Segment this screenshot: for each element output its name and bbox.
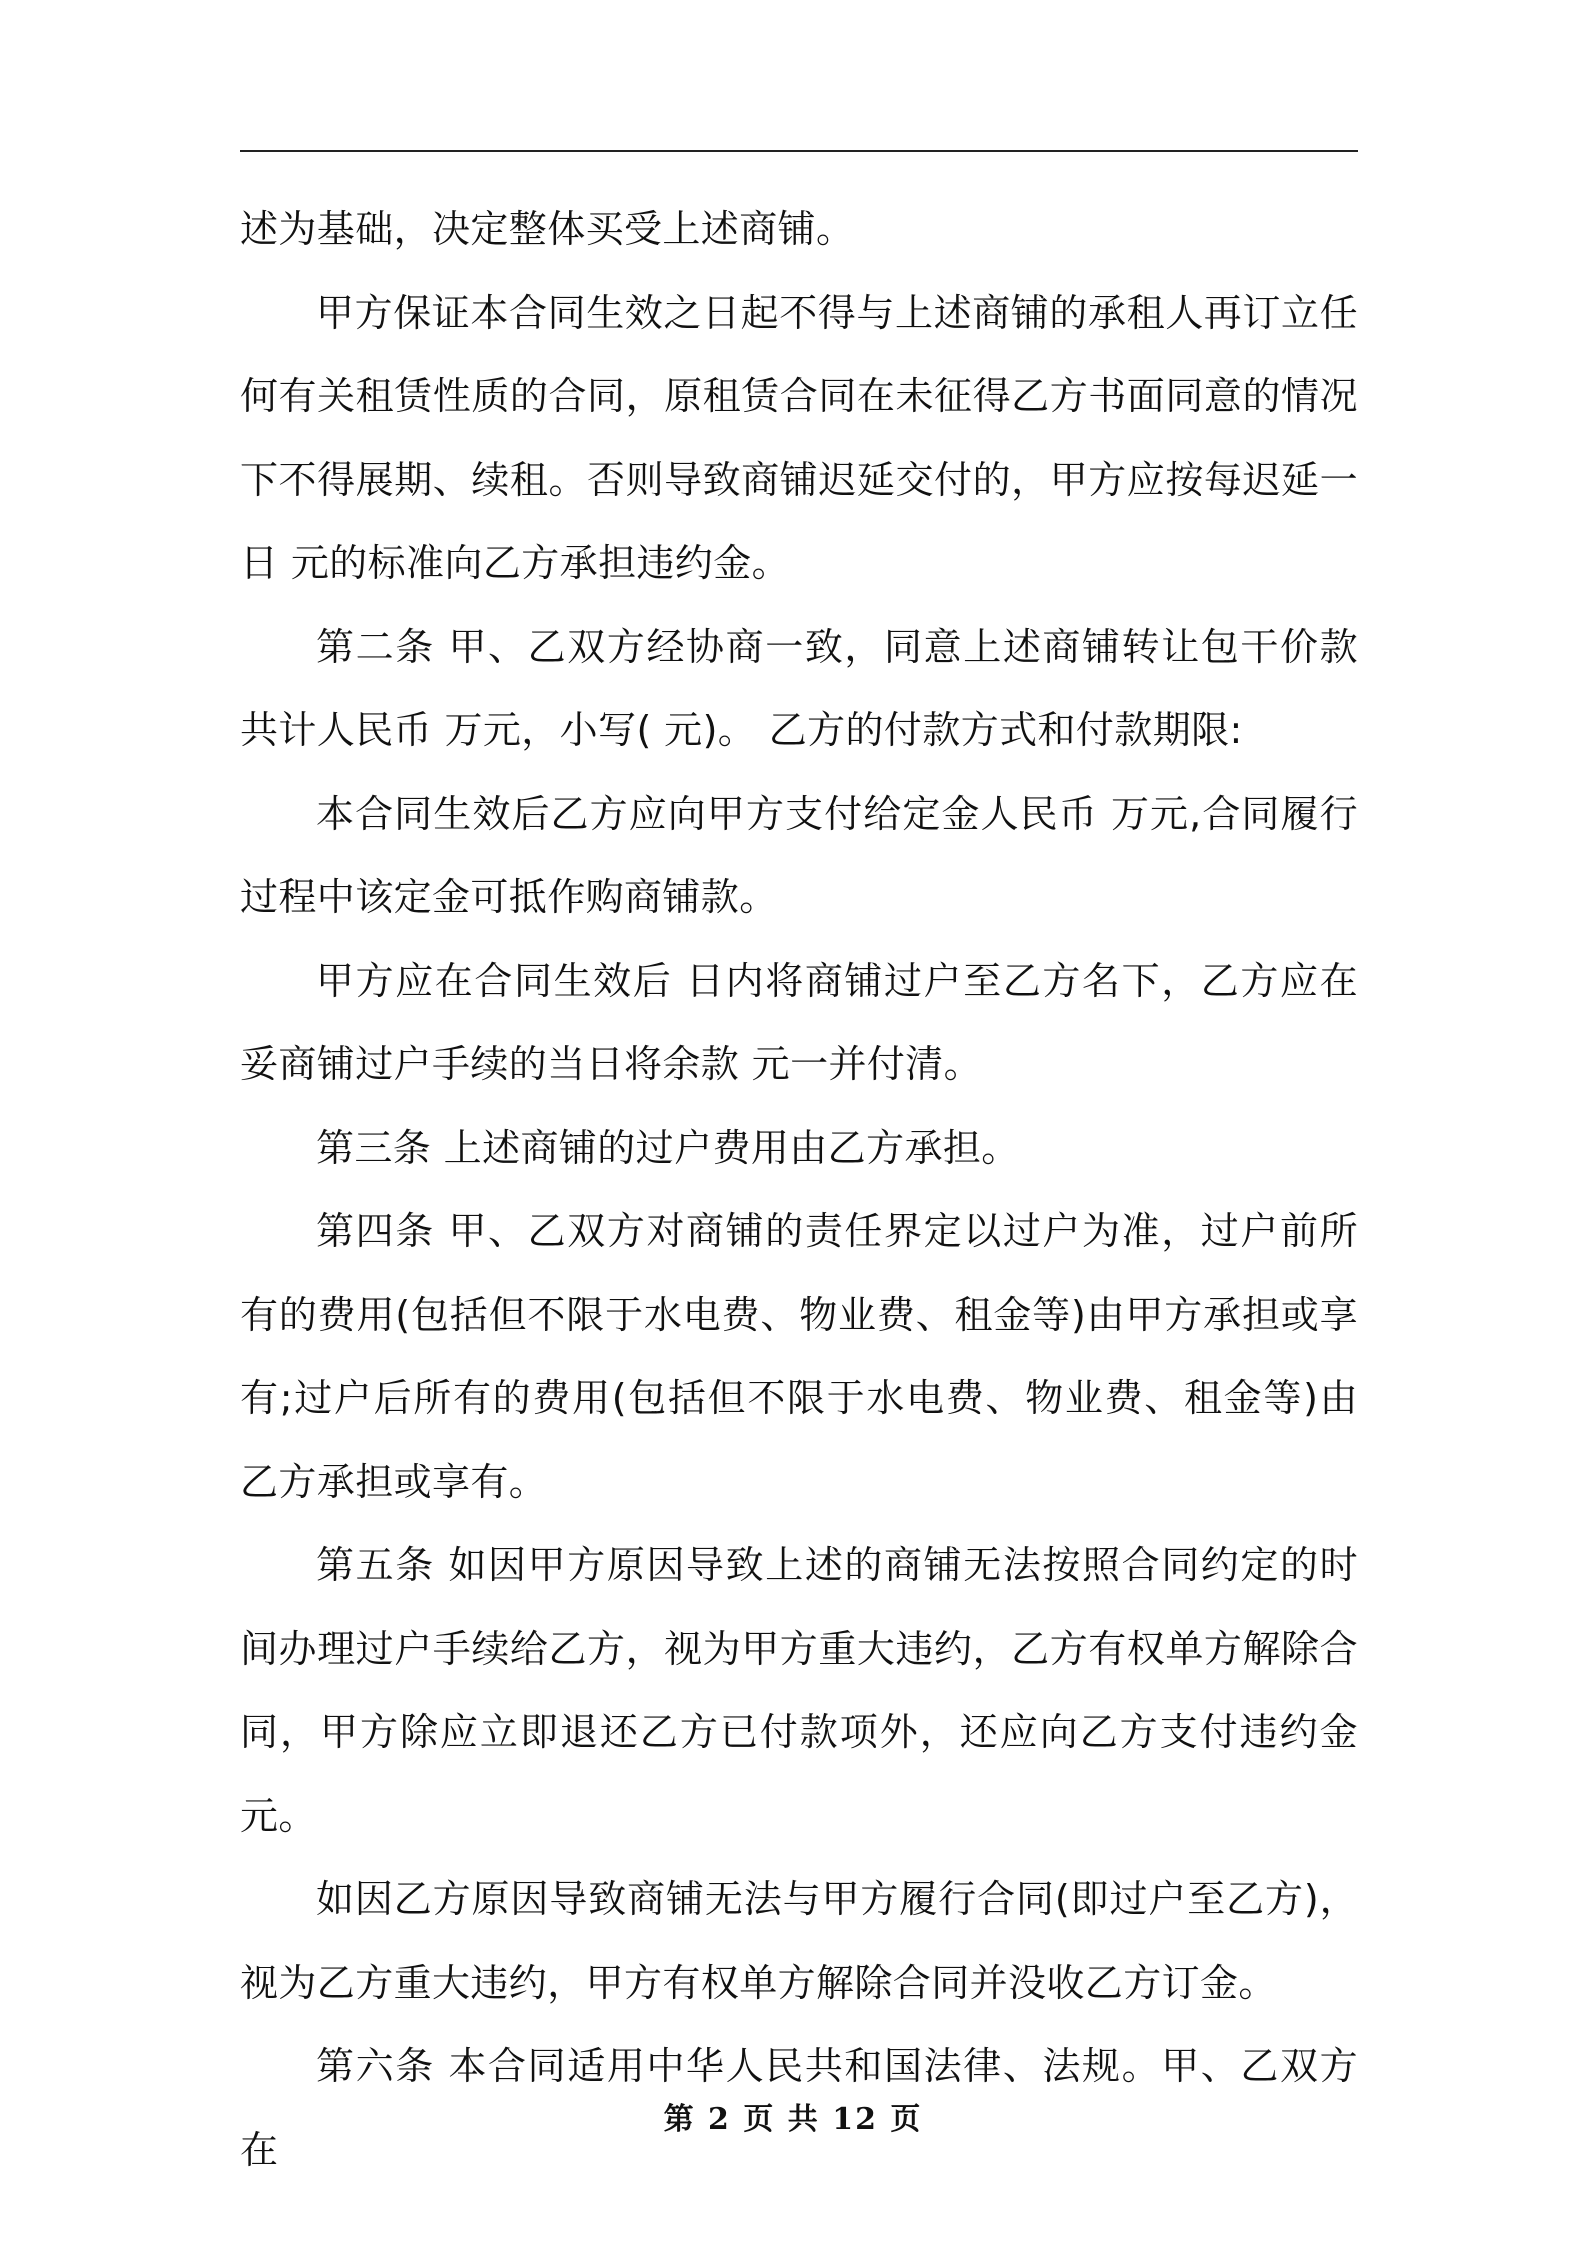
paragraph-continuation: 述为基础，决定整体买受上述商铺。 xyxy=(240,207,855,251)
paragraph-party-b-breach: 如因乙方原因导致商铺无法与甲方履行合同(即过户至乙方)，视为乙方重大违约，甲方有权单方解除合同并没收乙方订金。 xyxy=(240,1877,1358,2005)
paragraph-article-3: 第三条 上述商铺的过户费用由乙方承担。 xyxy=(316,1125,1020,1170)
paragraph-transfer-deadline: 甲方应在合同生效后 日内将商铺过户至乙方名下，乙方应在妥商铺过户手续的当日将余款 元一并付清。 xyxy=(240,958,1358,1086)
header-rule xyxy=(240,150,1358,152)
paragraph-article-5: 第五条 如因甲方原因导致上述的商铺无法按照合同约定的时间办理过户手续给乙方，视为甲方重大违约，乙方有权单方解除合同，甲方除应立即退还乙方已付款项外，还应向乙方支付违约金 元。 xyxy=(240,1543,1358,1838)
paragraph-deposit: 本合同生效后乙方应向甲方支付给定金人民币 万元,合同履行过程中该定金可抵作购商铺款。 xyxy=(240,791,1358,919)
document-body xyxy=(240,188,1358,2192)
paragraph-article-6: 第六条 本合同适用中华人民共和国法律、法规。甲、乙双方在 xyxy=(240,2044,1358,2172)
paragraph-lease-guarantee: 甲方保证本合同生效之日起不得与上述商铺的承租人再订立任何有关租赁性质的合同，原租赁合同在未征得乙方书面同意的情况下不得展期、续租。否则导致商铺迟延交付的，甲方应按每迟延一日 元的标准向乙方承担违约金。 xyxy=(240,290,1358,585)
paragraph-article-2: 第二条 甲、乙双方经协商一致，同意上述商铺转让包干价款共计人民币 万元，小写( 元)。 乙方的付款方式和付款期限: xyxy=(240,624,1358,752)
paragraph-article-4: 第四条 甲、乙双方对商铺的责任界定以过户为准，过户前所有的费用(包括但不限于水电费、物业费、租金等)由甲方承担或享有;过户后所有的费用(包括但不限于水电费、物业费、租金等)由乙方承担或享有。 xyxy=(240,1209,1358,1504)
page-number: 第 2 页 共 12 页 xyxy=(663,2102,923,2137)
